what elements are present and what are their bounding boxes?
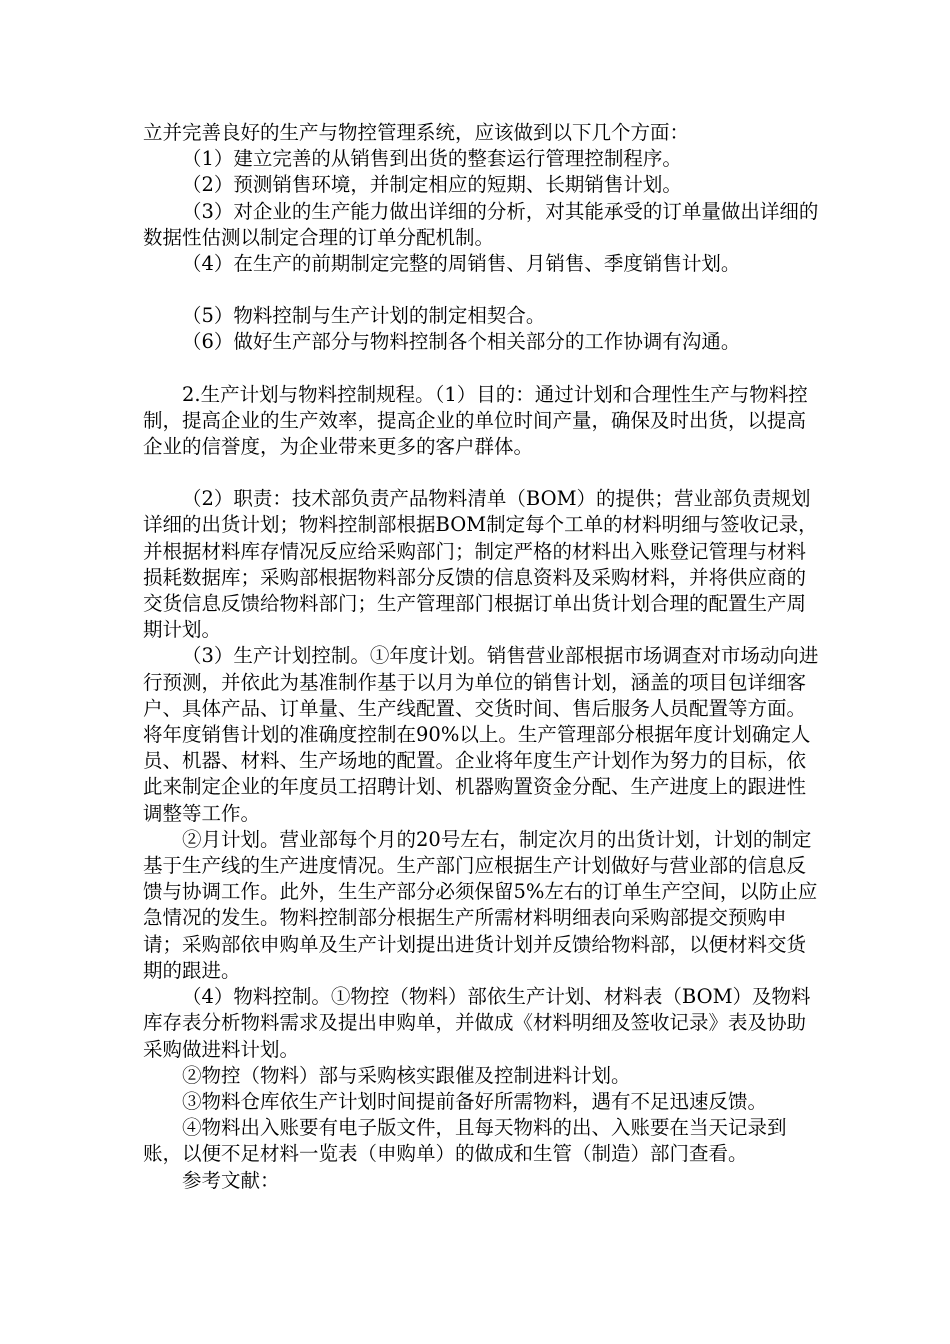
section-2-responsibilities: （2）职责：技术部负责产品物料清单（BOM）的提供；营业部负责规划详细的出货计划；物料控制部根据BOM制定每个工单的材料明细与签收记录，并根据材料库存情况反应给采购部门；制定严格的材料出入账登记管理与材料损耗数据库；采购部根据物料部分反馈的信息资料及采购材料，并将供应商的交货信息反馈给物料部门；生产管理部门根据订单出货计划合理的配置生产周期计划。 <box>143 487 818 642</box>
section-2-material-control-2: ②物控（物料）部与采购核实跟催及控制进料计划。 <box>182 1063 631 1087</box>
paragraph-gap <box>143 277 823 303</box>
section-2-production-plan-monthly: ②月计划。营业部每个月的20号左右，制定次月的出货计划，计划的制定基于生产线的生产进度情况。生产部门应根据生产计划做好与营业部的信息反馈与协调工作。此外，生生产部分必须保留5%左右的订单生产空间，以防止应急情况的发生。物料控制部分根据生产所需材料明细表向采购部提交预购申请；采购部依申购单及生产计划提出进货计划并反馈给物料部，以便材料交货期的跟进。 <box>143 827 818 982</box>
section-2-production-plan-annual: （3）生产计划控制。①年度计划。销售营业部根据市场调查对市场动向进行预测，并依此为基准制作基于以月为单位的销售计划，涵盖的项目包详细客户、具体产品、订单量、生产线配置、交货时间、售后服务人员配置等方面。将年度销售计划的准确度控制在90%以上。生产管理部分根据年度计划确定人员、机器、材料、生产场地的配置。企业将年度生产计划作为努力的目标，依此来制定企业的年度员工招聘计划、机器购置资金分配、生产进度上的跟进性调整等工作。 <box>143 644 819 825</box>
section-2-purpose: 2.生产计划与物料控制规程。（1）目的：通过计划和合理性生产与物料控制，提高企业的生产效率，提高企业的单位时间产量，确保及时出货，以提高企业的信誉度，为企业带来更多的客户群体。 <box>143 382 808 459</box>
document-body <box>143 120 823 1194</box>
list-item-3: （3）对企业的生产能力做出详细的分析，对其能承受的订单量做出详细的数据性估测以制定合理的订单分配机制。 <box>143 199 819 249</box>
list-item-2: （2）预测销售环境，并制定相应的短期、长期销售计划。 <box>182 173 682 197</box>
list-item-4: （4）在生产的前期制定完整的周销售、月销售、季度销售计划。 <box>182 252 741 276</box>
section-2-material-control-4: ④物料出入账要有电子版文件，且每天物料的出、入账要在当天记录到账，以便不足材料一览表（申购单）的做成和生管（制造）部门查看。 <box>143 1116 787 1166</box>
references-heading: 参考文献： <box>182 1168 280 1192</box>
section-2-material-control-1: （4）物料控制。①物控（物料）部依生产计划、材料表（BOM）及物料库存表分析物料需求及提出申购单，并做成《材料明细及签收记录》表及协助采购做进料计划。 <box>143 985 811 1061</box>
paragraph-gap <box>143 356 823 382</box>
list-item-1: （1）建立完善的从销售到出货的整套运行管理控制程序。 <box>182 147 682 171</box>
paragraph-intro: 立并完善良好的生产与物控管理系统，应该做到以下几个方面： <box>143 121 690 144</box>
paragraph-gap <box>143 460 823 486</box>
list-item-6: （6）做好生产部分与物料控制各个相关部分的工作协调有沟通。 <box>182 330 741 354</box>
list-item-5: （5）物料控制与生产计划的制定相契合。 <box>182 304 546 328</box>
section-2-material-control-3: ③物料仓库依生产计划时间提前备好所需物料，遇有不足迅速反馈。 <box>182 1089 768 1113</box>
